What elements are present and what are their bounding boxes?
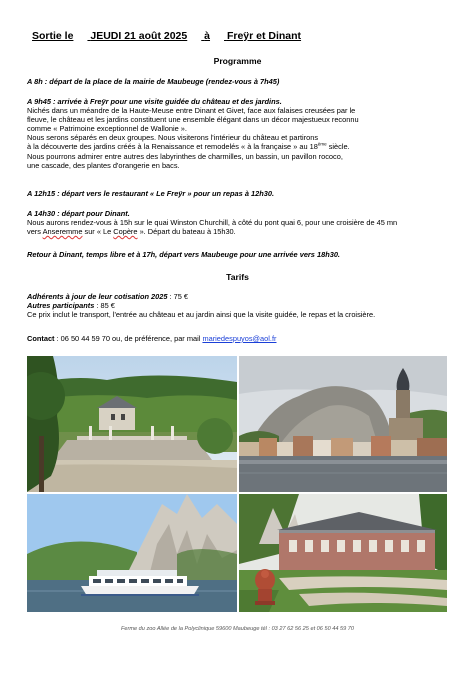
contact-text: : 06 50 44 59 70 ou, de préférence, par mail <box>54 334 203 343</box>
dinant-line-2 <box>27 227 467 236</box>
freyr-line-2: fleuve, le château et les jardins constituent une ensemble élégant dans un décor majestueux reconnu <box>27 115 359 125</box>
title-a: à <box>204 30 211 42</box>
freyr-line-5a: à la découverte des jardins créés à la Renaissance et remodelés « à la française » au 18 <box>27 142 318 152</box>
freyr-line-5-sup: ème <box>317 142 327 147</box>
tarif-adherents-label: Adhérents à jour de leur cotisation 2025 <box>27 292 168 301</box>
word-copere: Copère <box>113 227 138 237</box>
step-departure-text: A 8h : départ de la place de la mairie de Maubeuge (rendez-vous à 7h45) <box>27 77 280 86</box>
freyr-line-6: Nous pourrons admirer entre autres des labyrinthes de charmilles, un bassin, un pavillon rococo, <box>27 151 343 161</box>
step-return-text: Retour à Dinant, temps libre et à 17h, départ vers Maubeuge pour une arrivée vers 18h30. <box>27 250 340 259</box>
step-dinant-heading: A 14h30 : départ pour Dinant. <box>27 209 130 218</box>
outing-title <box>32 30 432 42</box>
dinant-line-2a: vers <box>27 227 43 237</box>
tarif-note: Ce prix inclut le transport, l'entrée au château et au jardin ainsi que la visite guidée, le repas et la croisière. <box>27 310 376 320</box>
contact-label: Contact <box>27 334 55 343</box>
footer-address: Ferme du zoo Allée de la Polyclinique 59600 Maubeuge tél : 03 27 62 56 25 et 06 50 44 59 70 <box>120 626 355 632</box>
contact-line <box>27 334 467 343</box>
tarifs-heading: Tarifs <box>226 272 249 282</box>
tarif-adherents <box>27 292 467 301</box>
photo-freyr-gardens <box>27 356 237 492</box>
photo-meuse-cruise <box>27 494 237 612</box>
tarif-autres-value: : 85 € <box>94 301 115 311</box>
step-return <box>27 250 467 259</box>
contact-email-link[interactable]: mariedespuyos@aol.fr <box>202 334 277 343</box>
photo-chateau-courtyard <box>239 494 447 612</box>
dinant-line-2c: ». Départ du bateau à 15h30. <box>137 227 236 237</box>
freyr-line-4: Nous serons séparés en deux groupes. Nous visiterons l'intérieur du château et partirons <box>27 133 319 143</box>
dinant-line-1: Nous aurons rendez-vous à 15h sur le quai Winston Churchill, à côté du pont quai 6, pour une croisière de 45 mn <box>27 218 398 228</box>
freyr-line-7: une cascade, des plantes d'orangerie en bacs. <box>27 160 180 170</box>
tarif-autres <box>27 301 467 310</box>
contact-block <box>27 334 467 343</box>
dinant-line-2b: sur « Le <box>82 227 114 237</box>
step-dinant <box>27 209 467 236</box>
freyr-line-5 <box>27 142 467 151</box>
step-freyr-heading: A 9h45 : arrivée à Freÿr pour une visite guidée du château et des jardins. <box>27 97 282 106</box>
freyr-line-5b: siècle. <box>326 142 350 152</box>
tarifs-block <box>27 292 467 319</box>
photo-dinant-citadel <box>239 356 447 492</box>
step-departure <box>27 77 467 86</box>
freyr-line-3: comme « Patrimoine exceptionnel de Wallonie ». <box>27 124 187 134</box>
title-destination: Freÿr et Dinant <box>226 30 302 42</box>
freyr-line-1: Nichés dans un méandre de la Haute-Meuse entre Dinant et Givet, face aux falaises creusées par le <box>27 106 356 116</box>
title-date: JEUDI 21 août 2025 <box>90 30 188 42</box>
step-restaurant-text: A 12h15 : départ vers le restaurant « Le Freÿr » pour un repas à 12h30. <box>27 189 275 198</box>
title-sortie: Sortie le <box>32 30 74 42</box>
word-anseremme: Anseremme <box>42 227 83 237</box>
tarif-autres-label: Autres participants <box>27 301 95 311</box>
step-freyr <box>27 97 467 170</box>
tarif-adherents-value: : 75 € <box>167 292 189 301</box>
programme-heading: Programme <box>213 56 262 66</box>
step-restaurant <box>27 189 467 198</box>
